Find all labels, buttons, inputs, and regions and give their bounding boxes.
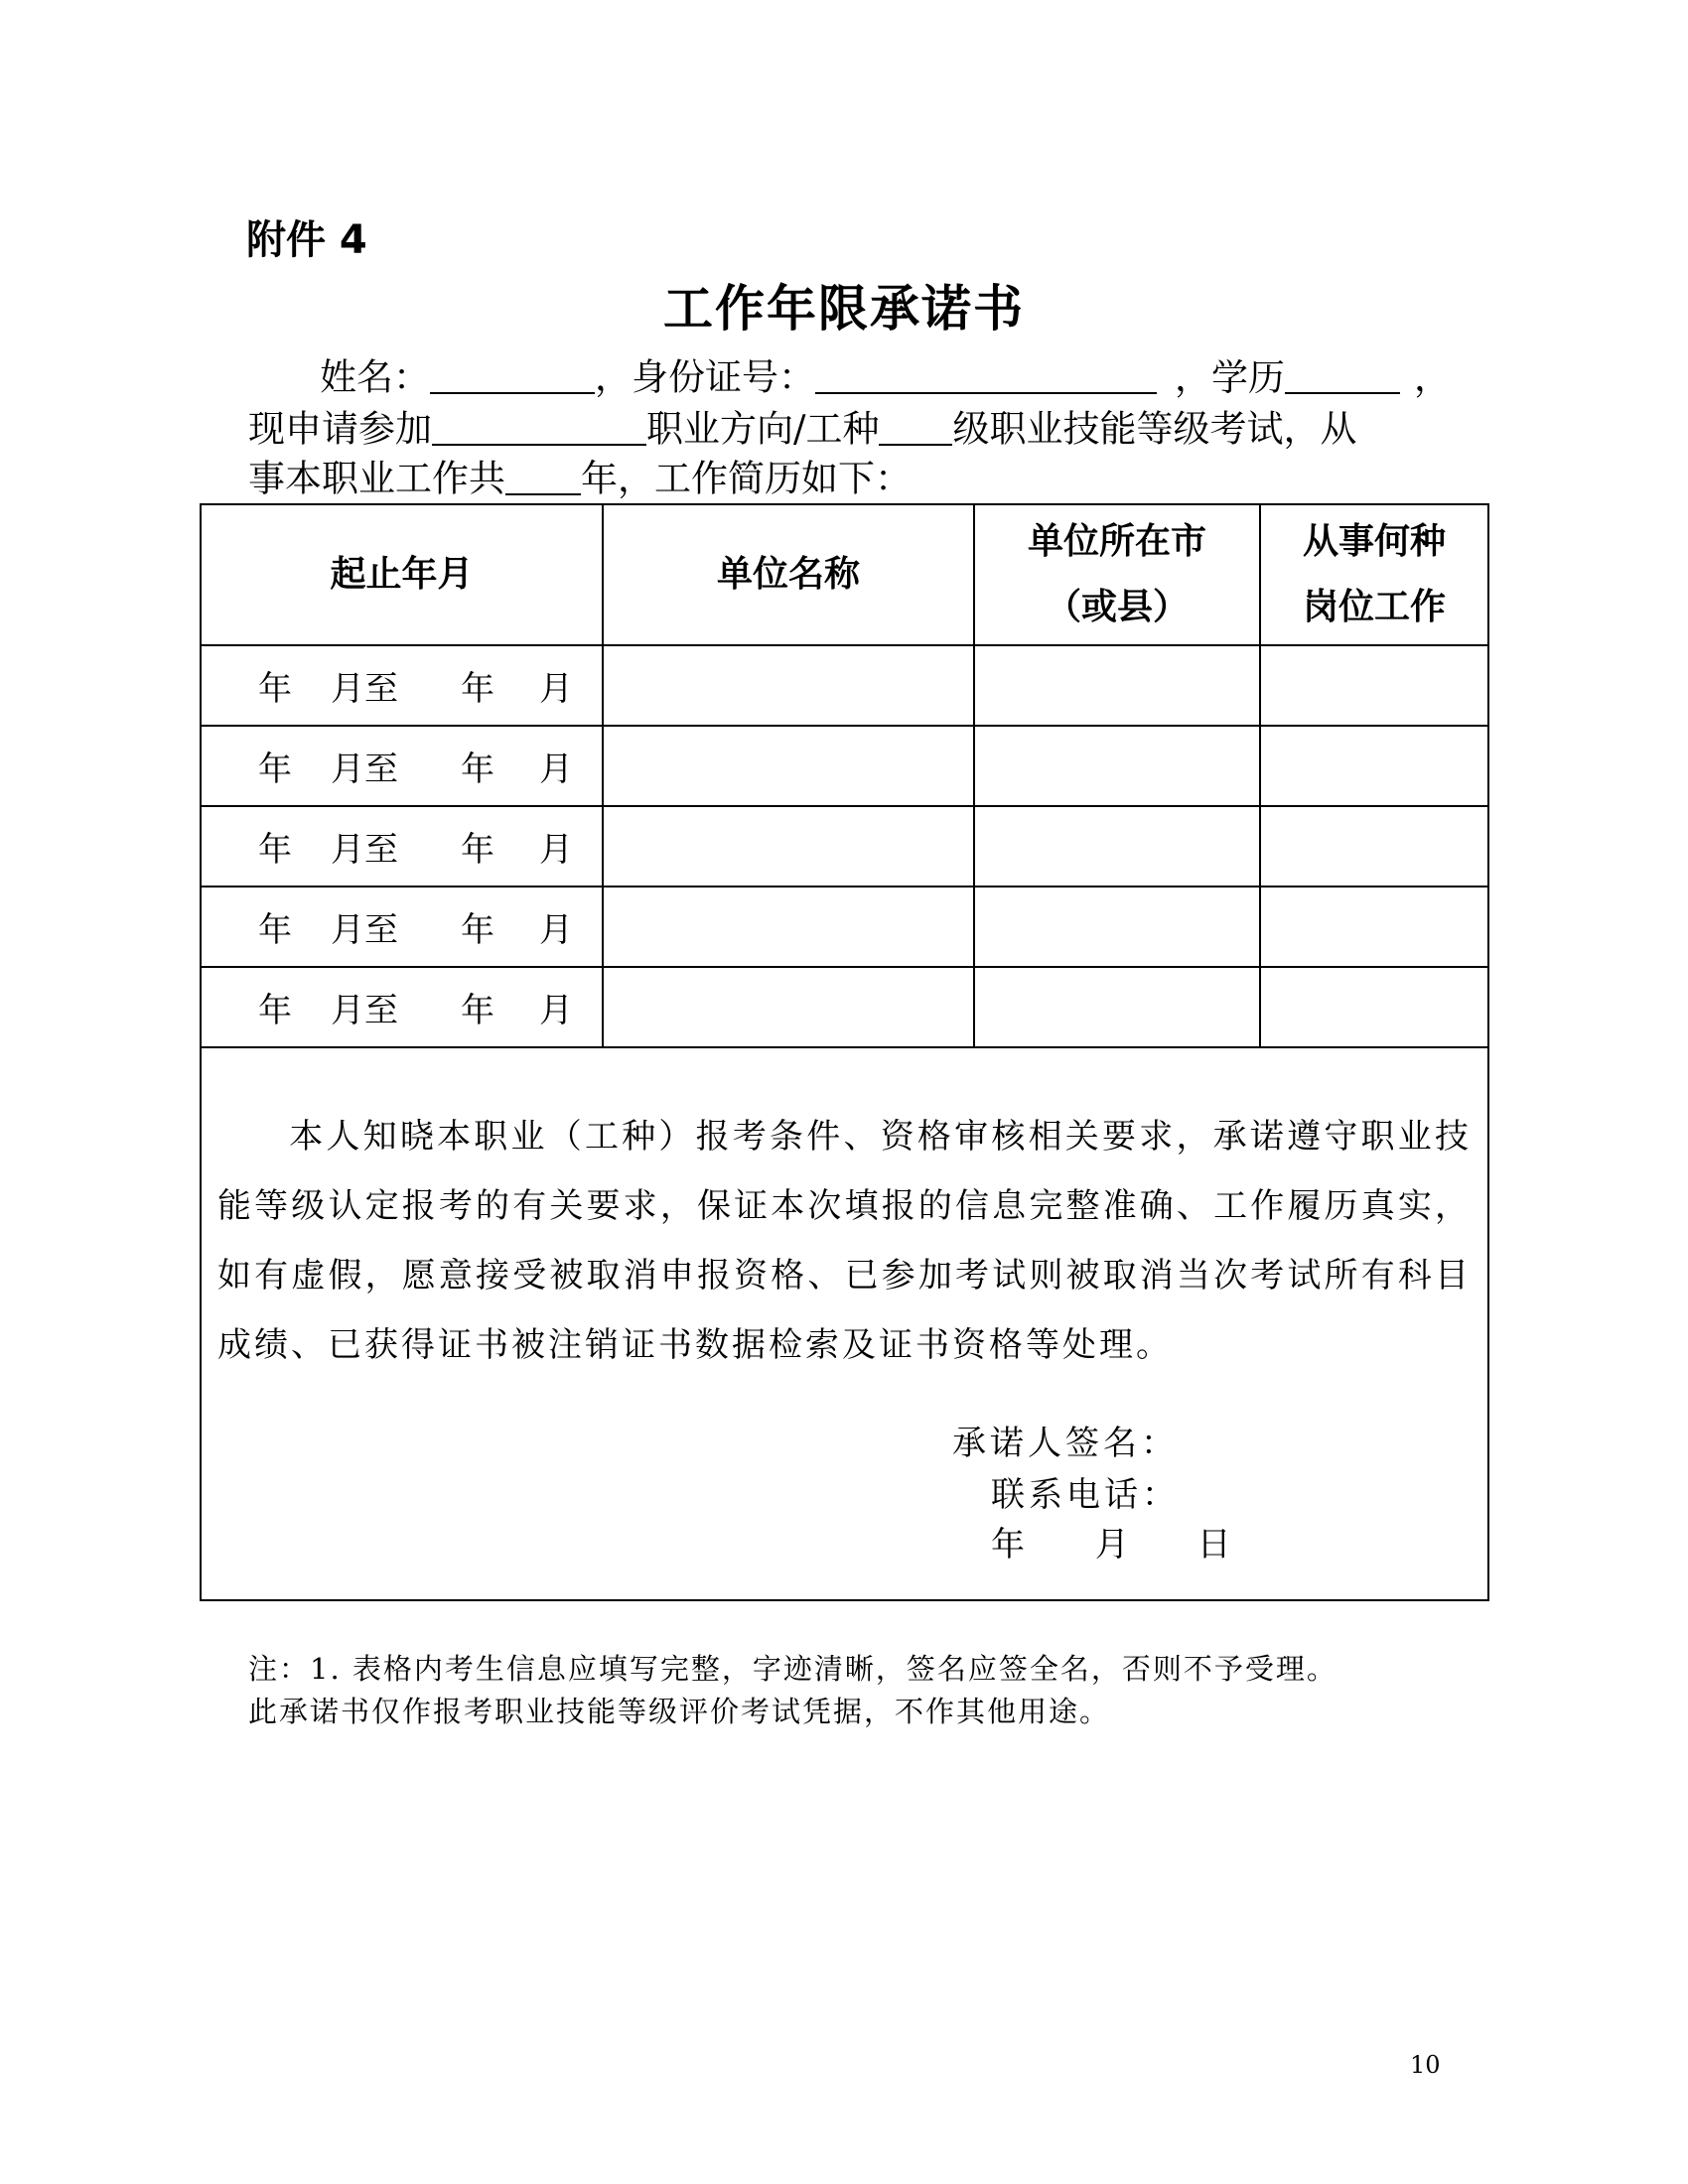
period-cell[interactable]: 年 月至 年 月 xyxy=(201,726,603,806)
intro-line-1 xyxy=(320,355,1451,399)
page-number: 10 xyxy=(1410,2051,1441,2079)
period-cell[interactable]: 年 月至 年 月 xyxy=(201,967,603,1047)
period-cell[interactable]: 年 月至 年 月 xyxy=(201,806,603,887)
intro-line-3 xyxy=(248,457,912,500)
phone-label: 联系电话： xyxy=(991,1475,1180,1515)
occupation-label: 职业方向/工种 xyxy=(646,407,880,451)
note-line-2: 此承诺书仅作报考职业技能等级评价考试凭据，不作其他用途。 xyxy=(248,1695,1111,1728)
unit-name-cell[interactable] xyxy=(603,645,974,726)
header-unit-city: 单位所在市 （或县） xyxy=(974,504,1260,645)
unit-name-cell[interactable] xyxy=(603,887,974,967)
table-header-row xyxy=(201,504,1488,645)
id-number-blank[interactable] xyxy=(815,357,1157,394)
years-prefix: 事本职业工作共 xyxy=(248,457,505,500)
post-cell[interactable] xyxy=(1260,726,1488,806)
education-label: ，学历 xyxy=(1175,355,1285,399)
date-day: 日 xyxy=(1196,1525,1235,1565)
intro-line-2 xyxy=(248,407,1357,451)
header-period: 起止年月 xyxy=(201,504,603,645)
header-unit-name: 单位名称 xyxy=(603,504,974,645)
unit-name-cell[interactable] xyxy=(603,967,974,1047)
date-month: 月 xyxy=(1094,1525,1133,1565)
unit-city-cell[interactable] xyxy=(974,887,1260,967)
unit-city-cell[interactable] xyxy=(974,967,1260,1047)
unit-city-cell[interactable] xyxy=(974,645,1260,726)
table-row xyxy=(201,887,1488,967)
header-post: 从事何种 岗位工作 xyxy=(1260,504,1488,645)
post-cell[interactable] xyxy=(1260,887,1488,967)
unit-city-cell[interactable] xyxy=(974,726,1260,806)
date-line xyxy=(991,1525,1235,1565)
date-year: 年 xyxy=(991,1525,1029,1565)
years-suffix: 年，工作简历如下： xyxy=(581,457,912,500)
unit-name-cell[interactable] xyxy=(603,726,974,806)
post-cell[interactable] xyxy=(1260,806,1488,887)
education-blank[interactable] xyxy=(1285,357,1400,394)
table-row xyxy=(201,967,1488,1047)
level-label: 级职业技能等级考试，从 xyxy=(952,407,1357,451)
note-line-1: 注：1. 表格内考生信息应填写完整，字迹清晰，签名应签全名，否则不予受理。 xyxy=(248,1652,1337,1686)
period-cell[interactable]: 年 月至 年 月 xyxy=(201,887,603,967)
name-label: 姓名： xyxy=(320,355,430,399)
commitment-row xyxy=(201,1047,1488,1600)
unit-name-cell[interactable] xyxy=(603,806,974,887)
period-cell[interactable]: 年 月至 年 月 xyxy=(201,645,603,726)
table-row xyxy=(201,645,1488,726)
years-blank[interactable] xyxy=(505,459,581,495)
work-history-table xyxy=(200,503,1489,1601)
commitment-cell xyxy=(201,1047,1488,1600)
occupation-blank[interactable] xyxy=(432,409,646,446)
id-label: ，身份证号： xyxy=(595,355,815,399)
signature-label: 承诺人签名： xyxy=(952,1424,1179,1463)
apply-prefix: 现申请参加 xyxy=(248,407,432,451)
name-blank[interactable] xyxy=(430,357,595,394)
table-row xyxy=(201,726,1488,806)
unit-city-cell[interactable] xyxy=(974,806,1260,887)
commitment-text: 本人知晓本职业（工种）报考条件、资格审核相关要求，承诺遵守职业技能等级认定报考的有关要求，保证本次填报的信息完整准确、工作履历真实，如有虚假，愿意接受被取消申报资格、已参加考试则被取消当次考试所有科目成绩、已获得证书被注销证书数据检索及证书资格等处理。 xyxy=(217,1117,1472,1365)
table-row xyxy=(201,806,1488,887)
document-title: 工作年限承诺书 xyxy=(663,279,1025,338)
post-cell[interactable] xyxy=(1260,967,1488,1047)
attachment-label: 附件 4 xyxy=(246,217,367,263)
line1-comma: ， xyxy=(1414,355,1451,399)
post-cell[interactable] xyxy=(1260,645,1488,726)
level-blank[interactable] xyxy=(879,409,952,446)
